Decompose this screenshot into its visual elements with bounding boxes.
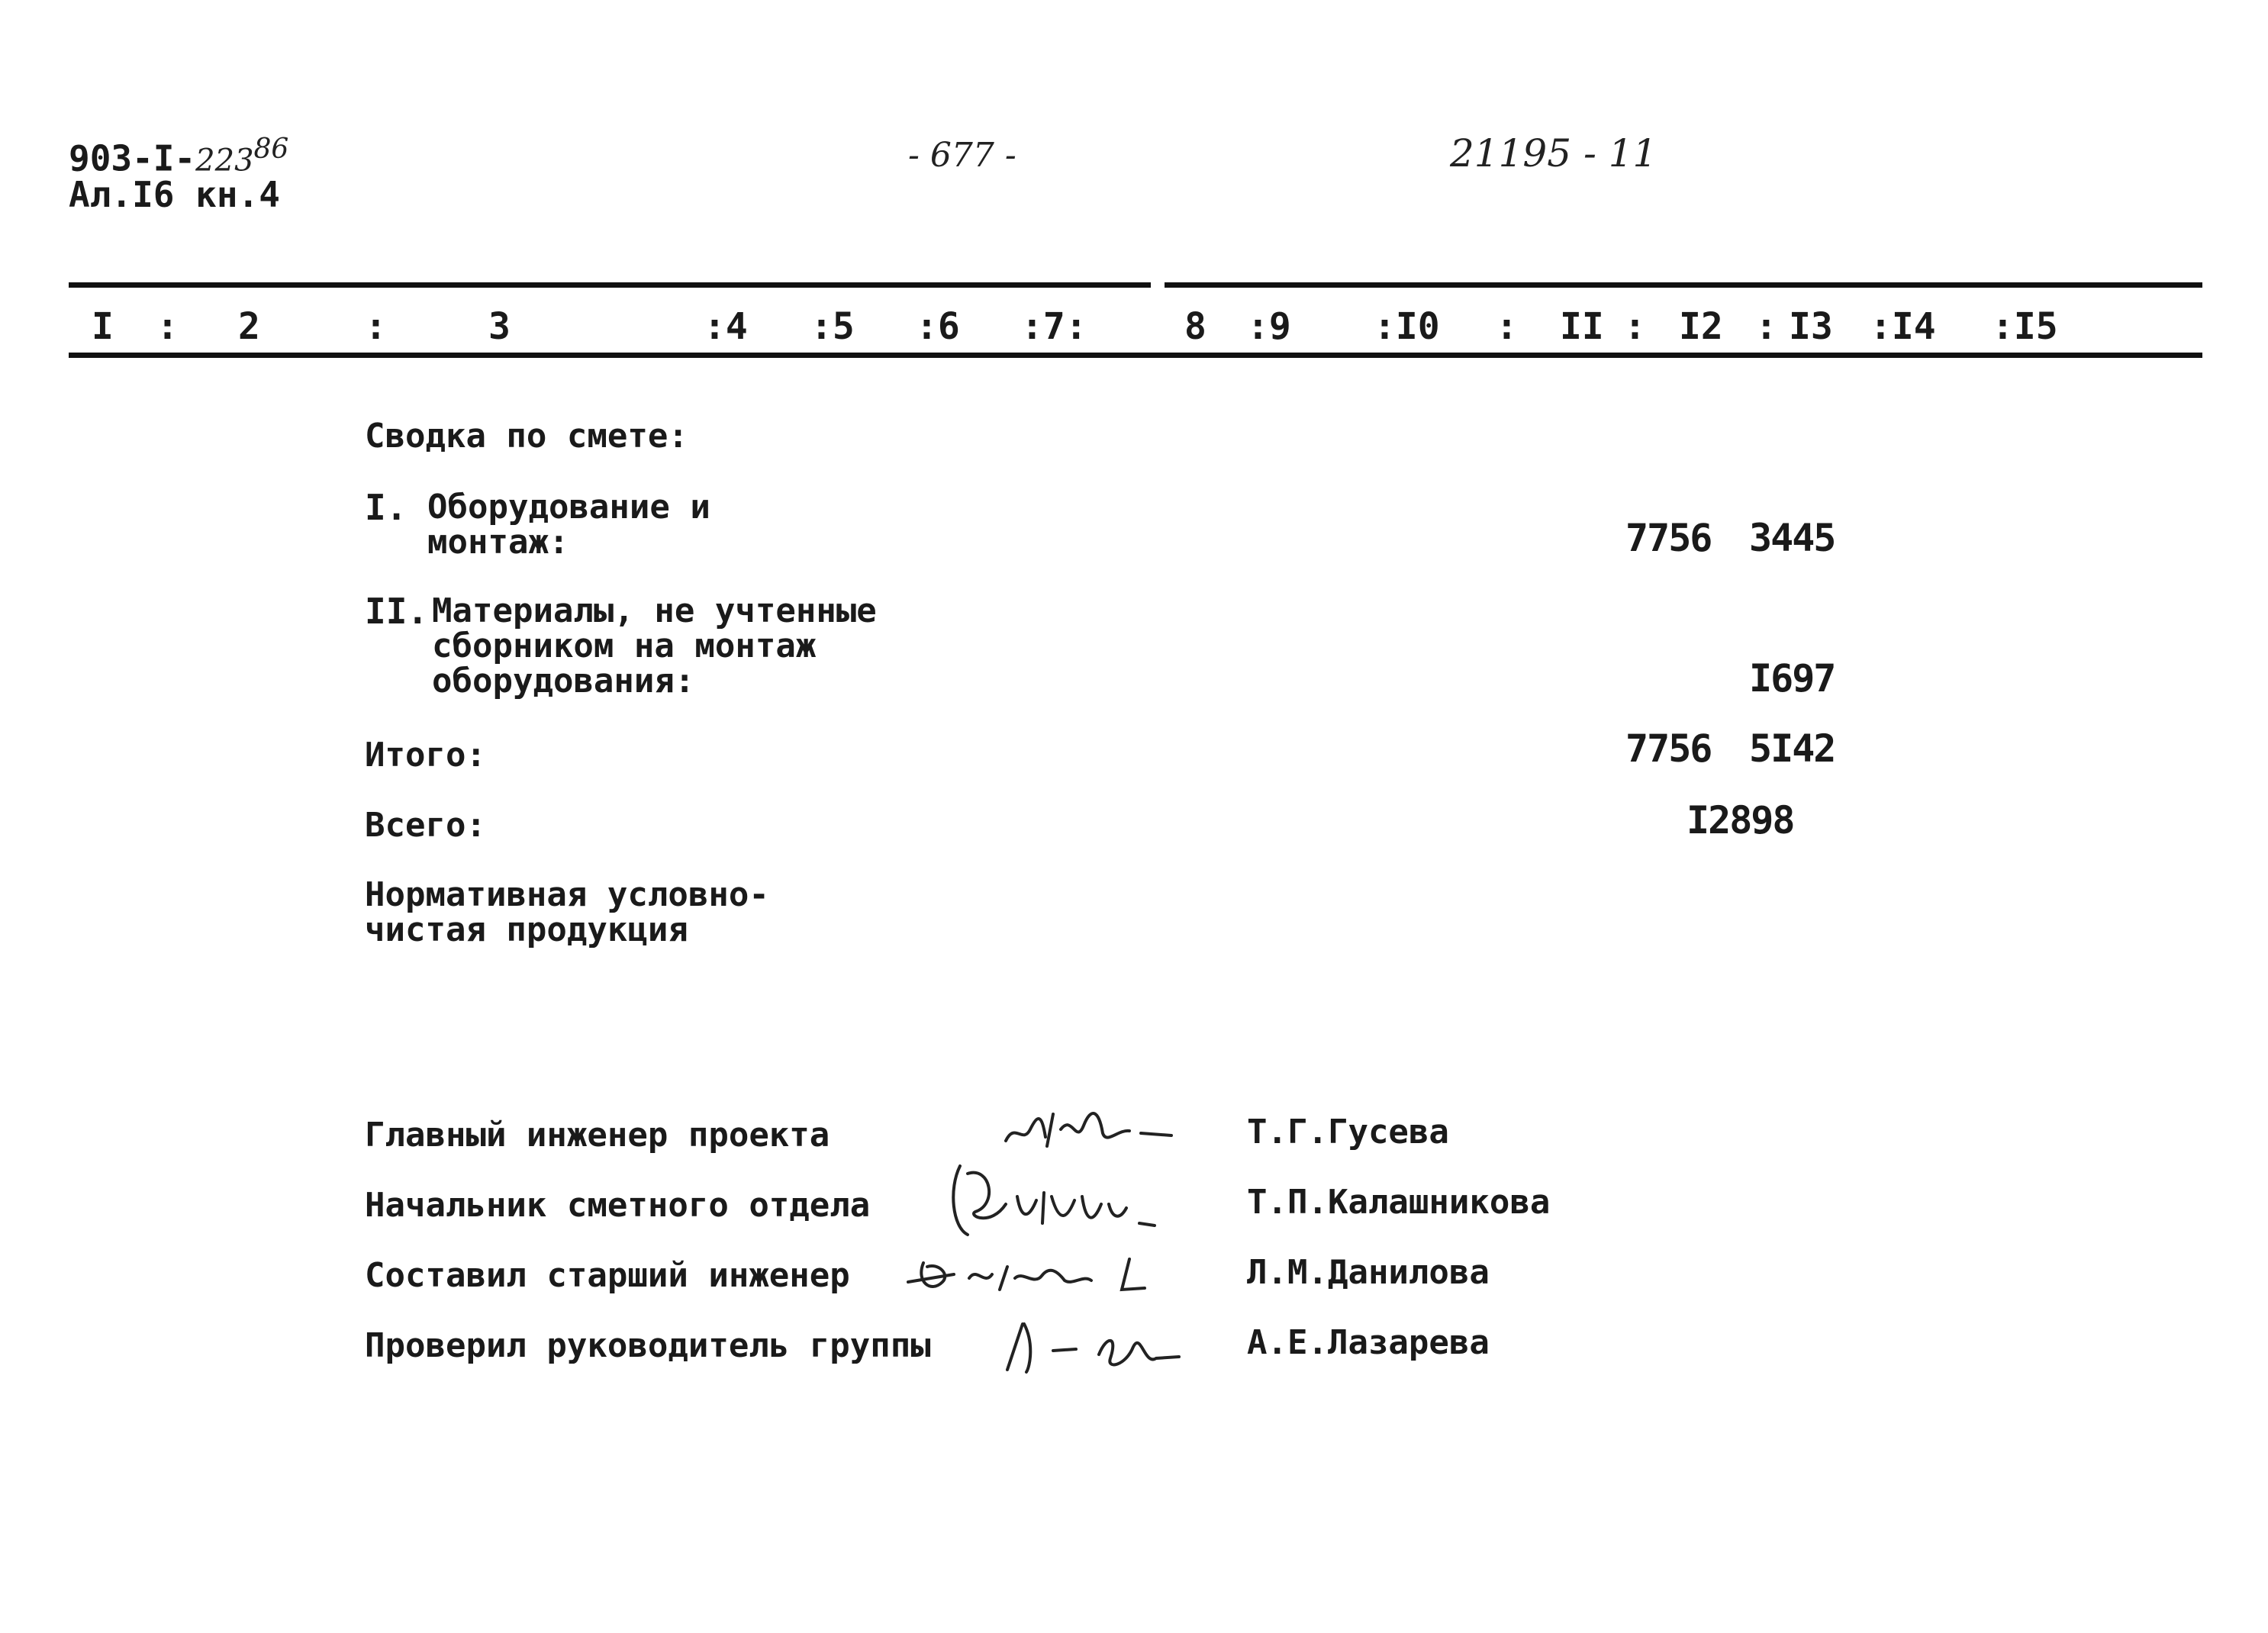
signature-name: Т.П.Калашникова	[1247, 1183, 1551, 1222]
item2-value-b: I697	[1749, 656, 1835, 701]
total-label: Всего:	[365, 806, 486, 845]
item1-value-a: 7756	[1625, 516, 1712, 560]
column-number: I	[92, 305, 114, 348]
document-code-handwritten: 223	[195, 143, 254, 179]
top-rule-left	[69, 282, 1151, 288]
subtotal-value-a: 7756	[1625, 726, 1712, 771]
item1-value-b: 3445	[1749, 516, 1835, 560]
subtotal-label: Итого:	[365, 736, 486, 775]
normative-line2: чистая продукция	[365, 910, 688, 949]
item2-label-line1: Материалы, не учтенные	[432, 591, 877, 630]
signature-name: А.Е.Лазарева	[1247, 1323, 1490, 1362]
subtotal-value-b: 5I42	[1749, 726, 1835, 771]
column-number: I3	[1789, 305, 1833, 348]
column-separator: :	[1496, 305, 1518, 348]
item1-label-line1: Оборудование и	[427, 488, 710, 527]
signature-name: Л.М.Данилова	[1247, 1253, 1490, 1292]
column-number: 2	[238, 305, 260, 348]
header-bottom-rule	[69, 353, 2202, 358]
document-code-year: 86	[253, 134, 289, 165]
column-number: :4	[704, 305, 748, 348]
signature-name: Т.Г.Гусева	[1247, 1113, 1449, 1151]
document-code	[69, 134, 289, 179]
column-number: :I0	[1374, 305, 1440, 348]
total-value: I2898	[1687, 798, 1794, 842]
top-rule-right	[1165, 282, 2202, 288]
archive-number: 21195 - 11	[1450, 131, 1658, 176]
column-number: :6	[916, 305, 960, 348]
item2-number: II.	[365, 591, 429, 632]
signature-role: Начальник сметного отдела	[365, 1186, 871, 1225]
column-number: :5	[810, 305, 855, 348]
item1-label-line2: монтаж:	[427, 523, 569, 562]
item2-label-line3: оборудования:	[432, 662, 695, 701]
column-number: :I5	[1992, 305, 2058, 348]
column-number: I2	[1679, 305, 1723, 348]
column-number: :I4	[1870, 305, 1936, 348]
column-separator: :	[1755, 305, 1777, 348]
signature-role: Главный инженер проекта	[365, 1116, 830, 1155]
handwritten-signature-1	[1000, 1099, 1183, 1160]
column-separator: :	[156, 305, 179, 348]
normative-line1: Нормативная условно-	[365, 875, 769, 914]
album-label: Ал.I6 кн.4	[69, 174, 280, 215]
document-code-prefix: 903-I-	[69, 137, 196, 179]
column-number: II	[1560, 305, 1604, 348]
column-number: 8	[1184, 305, 1206, 348]
item2-label	[432, 591, 877, 701]
handwritten-signature-3	[900, 1244, 1175, 1305]
handwritten-signature-2	[945, 1158, 1174, 1250]
handwritten-signature-4	[992, 1313, 1190, 1381]
item1-label	[427, 490, 710, 560]
item1-number: I.	[365, 487, 408, 528]
column-number: :7:	[1021, 305, 1087, 348]
column-separator: :	[1624, 305, 1646, 348]
column-number: :9	[1247, 305, 1291, 348]
column-number: 3	[488, 305, 511, 348]
item2-label-line2: сборником на монтаж	[432, 626, 817, 665]
signature-role: Составил старший инженер	[365, 1256, 850, 1295]
column-separator: :	[365, 305, 387, 348]
normative-label	[365, 875, 769, 949]
signature-role: Проверил руководитель группы	[365, 1326, 931, 1365]
page-number: - 677 -	[908, 136, 1016, 175]
summary-heading: Сводка по смете:	[365, 417, 688, 456]
